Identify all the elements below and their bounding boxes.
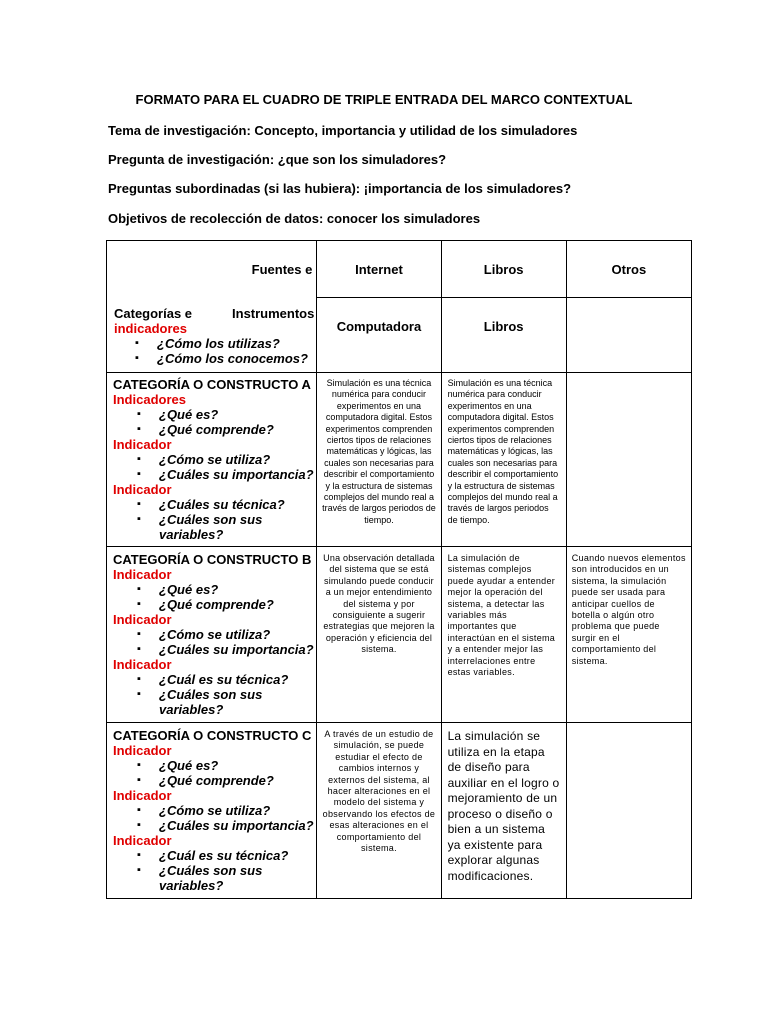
question-list [113, 848, 316, 893]
question-item: ▪ ¿Qué es? [159, 582, 316, 597]
category-title: CATEGORÍA O CONSTRUCTO A [113, 377, 311, 392]
question-item: ▪ ¿Qué comprende? [159, 422, 316, 437]
indicator-label: Indicador [113, 743, 172, 758]
row-c-libros: La simulación se utiliza en la etapa de diseño para auxiliar en el logro o mejoramiento de un proceso o diseño o bien a un sistema ya existente para explorar algunas modificaciones. [441, 723, 566, 899]
document-title: FORMATO PARA EL CUADRO DE TRIPLE ENTRADA DEL MARCO CONTEXTUAL [135, 92, 633, 107]
col-header-internet: Internet [317, 241, 441, 298]
category-b-cell [107, 547, 317, 723]
question-item: ▪ ¿Qué es? [159, 407, 316, 422]
row-b-otros: Cuando nuevos elementos son introducidos en un sistema, la simulación puede ser usada para anticipar cuellos de botella o algún otro problema que puede surgir en el comportamiento del sistema. [566, 547, 691, 723]
question-item: ▪ ¿Qué comprende? [159, 773, 316, 788]
header-corner-cell [107, 241, 317, 373]
row-c-internet: A través de un estudio de simulación, se puede estudiar el efecto de cambios internos y externos del sistema, al hacer alteraciones en el modelo del sistema y observando los efectos de esas alteraciones en el comportamiento del sistema. [317, 723, 441, 899]
indicator-label: Indicador [113, 437, 172, 452]
question-item: ▪ ¿Cómo se utiliza? [159, 803, 316, 818]
data-collection-objectives: Objetivos de recolección de datos: conocer los simuladores [108, 211, 481, 226]
row-a-libros: Simulación es una técnica numérica para conducir experimentos en una computadora digital. Estos experimentos comprenden ciertos tipos de relaciones matemáticas y lógicas, las cuales son necesarias para describir el comportamiento y la estructura de sistemas complejos del mundo real a través de largos periodos de tiempo. [441, 373, 566, 547]
question-item: ▪ ¿Cómo se utiliza? [159, 627, 316, 642]
triple-entry-table [106, 240, 692, 899]
subheader-libros: Libros [441, 298, 566, 373]
indicator-label: Indicador [113, 657, 172, 672]
instrumentos-label: Instrumentos [232, 306, 315, 321]
subordinate-questions: Preguntas subordinadas (si las hubiera): ¡importancia de los simuladores? [108, 181, 572, 196]
question-item: ▪ ¿Cuáles su técnica? [159, 497, 316, 512]
col-header-libros: Libros [441, 241, 566, 298]
header-question: ▪ ¿Cómo los utilizas? [157, 336, 308, 351]
category-title: CATEGORÍA O CONSTRUCTO B [113, 552, 312, 567]
fuentes-label: Fuentes e [251, 262, 313, 277]
row-b-internet: Una observación detallada del sistema que se está simulando puede conducir a un mejor entendimiento del sistema y por consiguiente a sugerir estrategias que mejoren la operación y eficiencia del sistema. [317, 547, 441, 723]
question-item: ▪ ¿Cuál es su técnica? [159, 848, 316, 863]
question-item: ▪ ¿Cuáles son sus variables? [159, 863, 316, 893]
question-list [113, 407, 316, 437]
question-item: ▪ ¿Cuáles su importancia? [159, 818, 316, 833]
header-questions [111, 336, 308, 366]
question-list [113, 627, 316, 657]
subheader-computadora: Computadora [317, 298, 441, 373]
header-question: ▪ ¿Cómo los conocemos? [157, 351, 308, 366]
question-list [113, 497, 316, 542]
question-list [113, 452, 316, 482]
research-question: Pregunta de investigación: ¿que son los simuladores? [108, 152, 447, 167]
question-item: ▪ ¿Cuáles su importancia? [159, 467, 316, 482]
question-item: ▪ ¿Cuáles son sus variables? [159, 512, 316, 542]
indicator-label: Indicador [113, 567, 172, 582]
question-item: ▪ ¿Qué es? [159, 758, 316, 773]
question-list [113, 672, 316, 717]
question-item: ▪ ¿Cuáles su importancia? [159, 642, 316, 657]
indicator-label: Indicador [113, 612, 172, 627]
question-item: ▪ ¿Qué comprende? [159, 597, 316, 612]
row-b-libros: La simulación de sistemas complejos puede ayudar a entender mejor la operación del sistema, a detectar las variables más importantes que interactúan en el sistema y a entender mejor las interrelaciones entre estas variables. [441, 547, 566, 723]
research-topic: Tema de investigación: Concepto, importancia y utilidad de los simuladores [108, 123, 578, 138]
row-c-otros [566, 723, 691, 899]
categorias-label: Categorías e [114, 306, 193, 321]
category-title: CATEGORÍA O CONSTRUCTO C [113, 728, 312, 743]
question-item: ▪ ¿Cuáles son sus variables? [159, 687, 316, 717]
col-header-otros: Otros [566, 241, 691, 298]
question-list [113, 758, 316, 788]
indicator-label: Indicadores [113, 392, 186, 407]
indicator-label: Indicador [113, 833, 172, 848]
question-item: ▪ ¿Cuál es su técnica? [159, 672, 316, 687]
category-a-cell [107, 373, 317, 547]
indicadores-label: indicadores [114, 321, 187, 336]
row-a-internet: Simulación es una técnica numérica para conducir experimentos en una computadora digital. Estos experimentos comprenden ciertos tipos de relaciones matemáticas y lógicas, las cuales son necesarias para describir el comportamiento y la estructura de sistemas complejos del mundo real a través de largos periodos de tiempo. [317, 373, 441, 547]
row-a-otros [566, 373, 691, 547]
indicator-label: Indicador [113, 788, 172, 803]
question-list [113, 582, 316, 612]
category-c-cell [107, 723, 317, 899]
question-list [113, 803, 316, 833]
subheader-otros [566, 298, 691, 373]
indicator-label: Indicador [113, 482, 172, 497]
question-item: ▪ ¿Cómo se utiliza? [159, 452, 316, 467]
